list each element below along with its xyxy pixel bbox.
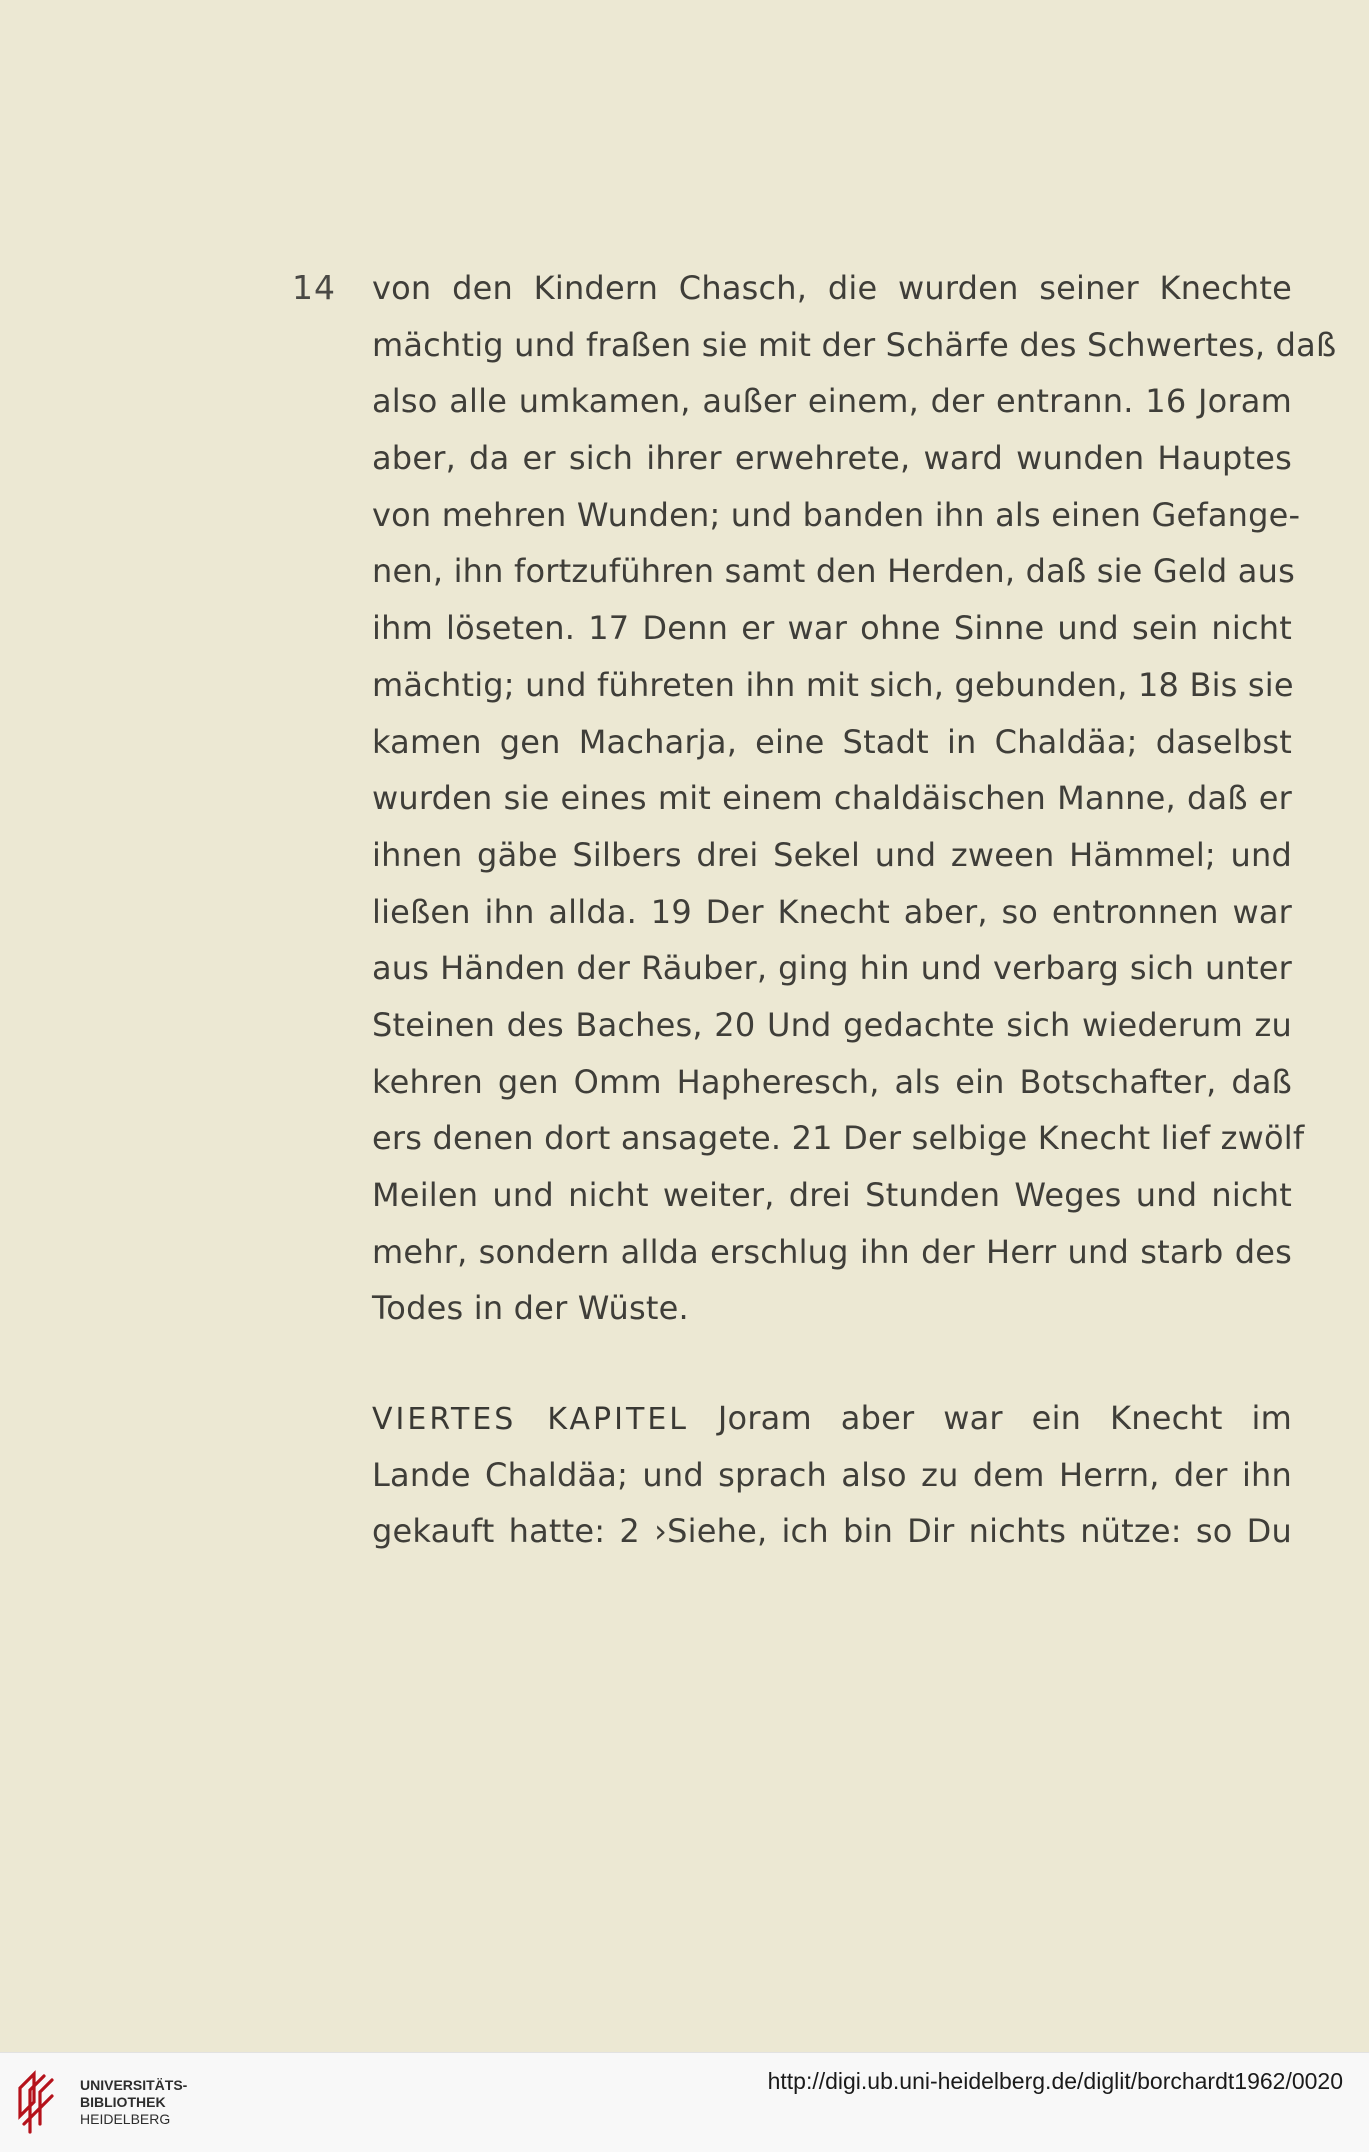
- text-line: kamen gen Macharja, eine Stadt in Chaldäa; daselbst: [372, 722, 1292, 761]
- text-line: mächtig; und führeten ihn mit sich, gebunden, 18 Bis sie: [372, 665, 1294, 704]
- text-line: also alle umkamen, außer einem, der entrann. 16 Joram: [372, 382, 1292, 421]
- text-line: Meilen und nicht weiter, drei Stunden Weges und nicht: [372, 1176, 1292, 1214]
- text-line: gekauft hatte: 2 ›Siehe, ich bin Dir nichts nütze: so Du: [372, 1512, 1292, 1551]
- library-name-line: BIBLIOTHEK: [80, 2094, 166, 2110]
- library-name-line: HEIDELBERG: [80, 2111, 171, 2127]
- source-url-link[interactable]: http://digi.ub.uni-heidelberg.de/diglit/borchardt1962/0020: [767, 2068, 1343, 2094]
- text-line: von den Kindern Chasch, die wurden seiner Knechte: [372, 269, 1292, 307]
- library-name: [80, 2077, 187, 2128]
- university-library-logo-icon[interactable]: [12, 2066, 72, 2140]
- text-line: nen, ihn fortzuführen samt den Herden, daß sie Geld aus: [372, 552, 1295, 591]
- text-line: kehren gen Omm Hapheresch, als ein Botschafter, daß: [372, 1062, 1292, 1101]
- footer-bar: [0, 2052, 1369, 2152]
- chapter-first-line-text: Joram aber war ein Knecht im: [717, 1399, 1292, 1437]
- text-line: von mehren Wunden; und banden ihn als einen Gefange-: [372, 495, 1301, 534]
- text-line: Steinen des Baches, 20 Und gedachte sich wiederum zu: [372, 1005, 1292, 1044]
- text-line: aus Händen der Räuber, ging hin und verbarg sich unter: [372, 949, 1292, 988]
- text-line: aber, da er sich ihrer erwehrete, ward wunden Hauptes: [372, 439, 1292, 478]
- text-line-last: Todes in der Wüste.: [372, 1289, 689, 1328]
- chapter-first-line: [372, 1390, 1292, 1447]
- text-line: mächtig und fraßen sie mit der Schärfe des Schwertes, daß: [372, 325, 1337, 364]
- text-line: Lande Chaldäa; und sprach also zu dem Herrn, der ihn: [372, 1455, 1292, 1494]
- chapter-section: [372, 1390, 1292, 1560]
- text-line: ihm löseten. 17 Denn er war ohne Sinne und sein nicht: [372, 609, 1292, 648]
- text-line: mehr, sondern allda erschlug ihn der Herr und starb des: [372, 1232, 1292, 1271]
- body-text: [372, 260, 1337, 1337]
- text-line: ließen ihn allda. 19 Der Knecht aber, so entronnen war: [372, 892, 1292, 931]
- page-number: 14: [292, 268, 336, 307]
- text-line: wurden sie eines mit einem chaldäischen Manne, daß er: [372, 779, 1292, 818]
- chapter-heading: VIERTES KAPITEL: [372, 1402, 689, 1437]
- library-name-line: UNIVERSITÄTS-: [80, 2077, 188, 2093]
- text-line: ers denen dort ansagete. 21 Der selbige Knecht lief zwölf: [372, 1119, 1305, 1158]
- text-line: ihnen gäbe Silbers drei Sekel und zween Hämmel; und: [372, 835, 1292, 874]
